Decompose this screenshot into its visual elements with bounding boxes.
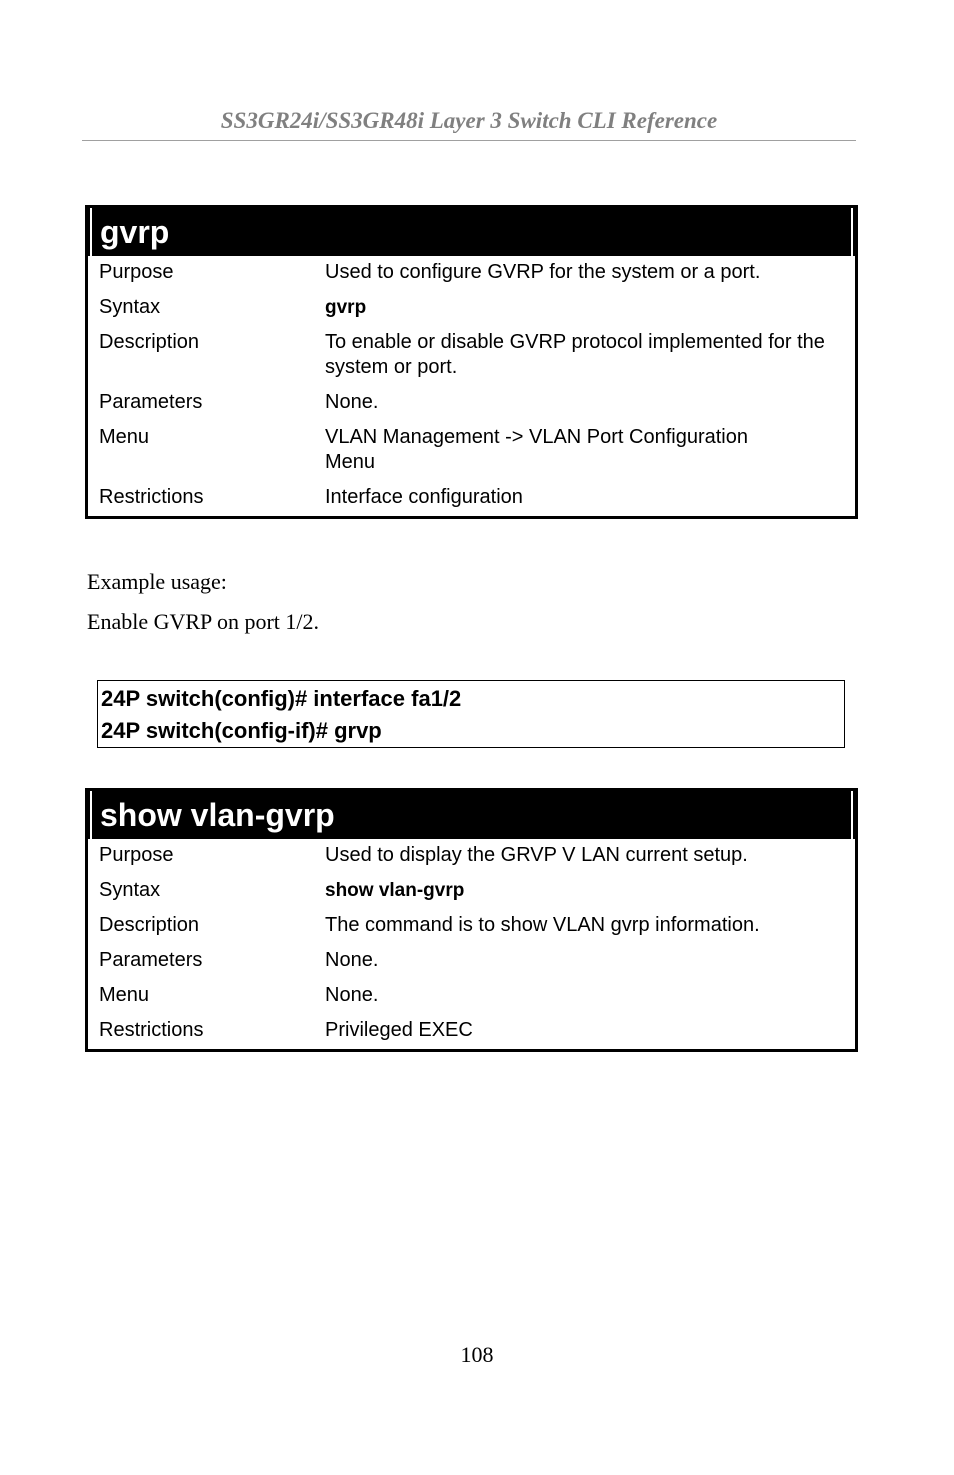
page-number: 108 (460, 1342, 494, 1367)
row-value: Privileged EXEC (325, 1019, 473, 1041)
row-purpose (88, 260, 855, 285)
row-value: gvrp (325, 297, 367, 318)
row-label: Parameters (99, 949, 203, 971)
command-title: show vlan-gvrp (100, 797, 335, 833)
row-description (88, 330, 855, 380)
example-heading: Example usage: (87, 569, 227, 594)
row-label: Menu (99, 426, 150, 448)
example-code-block (97, 680, 845, 748)
code-line: 24P switch(config)# interface fa1/2 (101, 686, 462, 711)
row-label: Purpose (99, 844, 174, 866)
row-value: show vlan-gvrp (325, 880, 465, 901)
row-value: None. (325, 949, 379, 971)
row-value: Interface configuration (325, 486, 523, 508)
row-value: Used to configure GVRP for the system or a port. (325, 261, 761, 283)
command-title-bar (88, 788, 855, 839)
row-menu (88, 425, 855, 475)
row-value: None. (325, 984, 379, 1006)
row-label: Restrictions (99, 1019, 204, 1041)
row-syntax (88, 878, 855, 903)
row-label: Restrictions (99, 486, 204, 508)
command-table-show-vlan-gvrp (85, 788, 858, 1052)
command-rows (88, 839, 855, 1049)
row-label: Syntax (99, 879, 161, 901)
row-label: Purpose (99, 261, 174, 283)
header-divider (82, 140, 856, 141)
row-syntax (88, 295, 855, 320)
row-label: Description (99, 914, 200, 936)
command-title: gvrp (100, 214, 170, 250)
row-value: Used to display the GRVP V LAN current setup. (325, 844, 748, 866)
command-rows (88, 256, 855, 516)
row-description (88, 913, 855, 938)
example-description: Enable GVRP on port 1/2. (87, 609, 319, 634)
row-parameters (88, 390, 855, 415)
row-restrictions (88, 1018, 855, 1043)
row-parameters (88, 948, 855, 973)
row-menu (88, 983, 855, 1008)
row-purpose (88, 843, 855, 868)
running-header: SS3GR24i/SS3GR48i Layer 3 Switch CLI Reference (220, 108, 718, 133)
row-value: VLAN Management -> VLAN Port Configuration Menu (325, 426, 748, 473)
row-label: Description (99, 331, 200, 353)
code-line: 24P switch(config-if)# grvp (101, 718, 382, 743)
row-value: The command is to show VLAN gvrp information. (325, 914, 760, 936)
row-label: Syntax (99, 296, 161, 318)
command-table-gvrp (85, 205, 858, 519)
row-value: None. (325, 391, 379, 413)
row-label: Menu (99, 984, 150, 1006)
row-value: To enable or disable GVRP protocol implemented for the system or port. (325, 331, 825, 378)
row-restrictions (88, 485, 855, 510)
command-title-bar (88, 205, 855, 256)
row-label: Parameters (99, 391, 203, 413)
